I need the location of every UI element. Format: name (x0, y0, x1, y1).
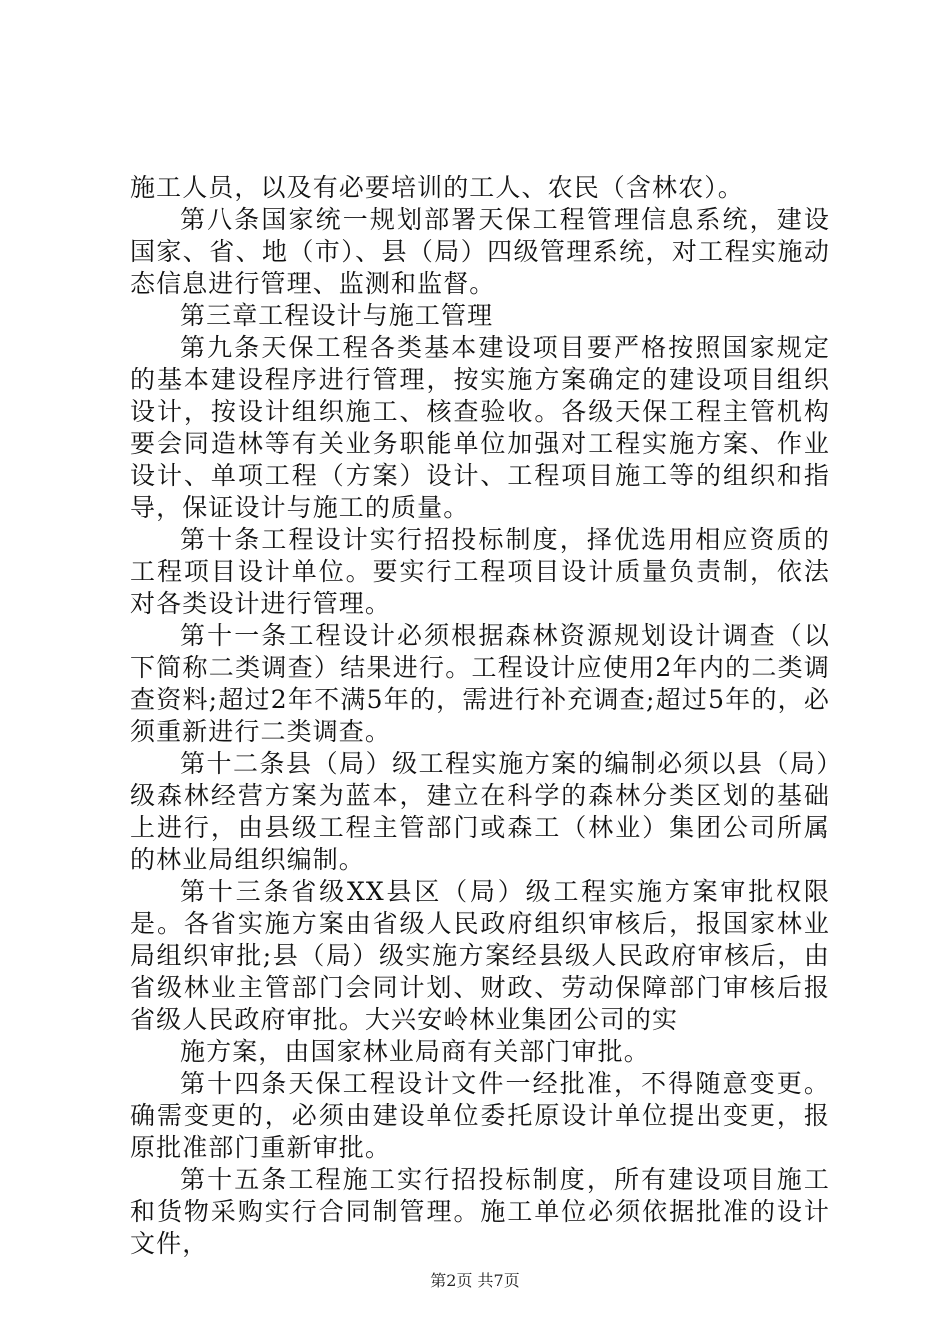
paragraph: 第十一条工程设计必须根据森林资源规划设计调查（以下简称二类调查）结果进行。工程设计应使用2年内的二类调查资料;超过2年不满5年的，需进行补充调查;超过5年的，必须重新进行二类调查。 (130, 621, 830, 746)
paragraph: 施方案，由国家林业局商有关部门审批。 (180, 1037, 650, 1066)
paragraph: 施工人员，以及有必要培训的工人、农民（含林农）。 (130, 173, 744, 202)
paragraph: 第八条国家统一规划部署天保工程管理信息系统，建设国家、省、地（市）、县（局）四级管理系统，对工程实施动态信息进行管理、监测和监督。 (130, 205, 830, 298)
paragraph: 第十三条省级XX县区（局）级工程实施方案审批权限是。各省实施方案由省级人民政府组织审核后，报国家林业局组织审批;县（局）级实施方案经县级人民政府审核后，由省级林业主管部门会同计划、财政、劳动保障部门审核后报省级人民政府审批。大兴安岭林业集团公司的实 (130, 877, 830, 1034)
paragraph: 第十二条县（局）级工程实施方案的编制必须以县（局）级森林经营方案为蓝本，建立在科学的森林分类区划的基础上进行，由县级工程主管部门或森工（林业）集团公司所属的林业局组织编制。 (130, 749, 830, 874)
paragraph: 第九条天保工程各类基本建设项目要严格按照国家规定的基本建设程序进行管理，按实施方案确定的建设项目组织设计，按设计组织施工、核查验收。各级天保工程主管机构要会同造林等有关业务职能单位加强对工程实施方案、作业设计、单项工程（方案）设计、工程项目施工等的组织和指导，保证设计与施工的质量。 (130, 333, 830, 522)
document-body (130, 172, 830, 1260)
paragraph: 第十条工程设计实行招投标制度，择优选用相应资质的工程项目设计单位。要实行工程项目设计质量负责制，依法对各类设计进行管理。 (130, 525, 830, 618)
page-number-footer: 第2页 共7页 (430, 1271, 520, 1290)
paragraph: 第十五条工程施工实行招投标制度，所有建设项目施工和货物采购实行合同制管理。施工单位必须依据批准的设计文件， (130, 1165, 830, 1258)
chapter-heading: 第三章工程设计与施工管理 (180, 301, 494, 330)
paragraph: 第十四条天保工程设计文件一经批准，不得随意变更。确需变更的，必须由建设单位委托原设计单位提出变更，报原批准部门重新审批。 (130, 1069, 830, 1162)
